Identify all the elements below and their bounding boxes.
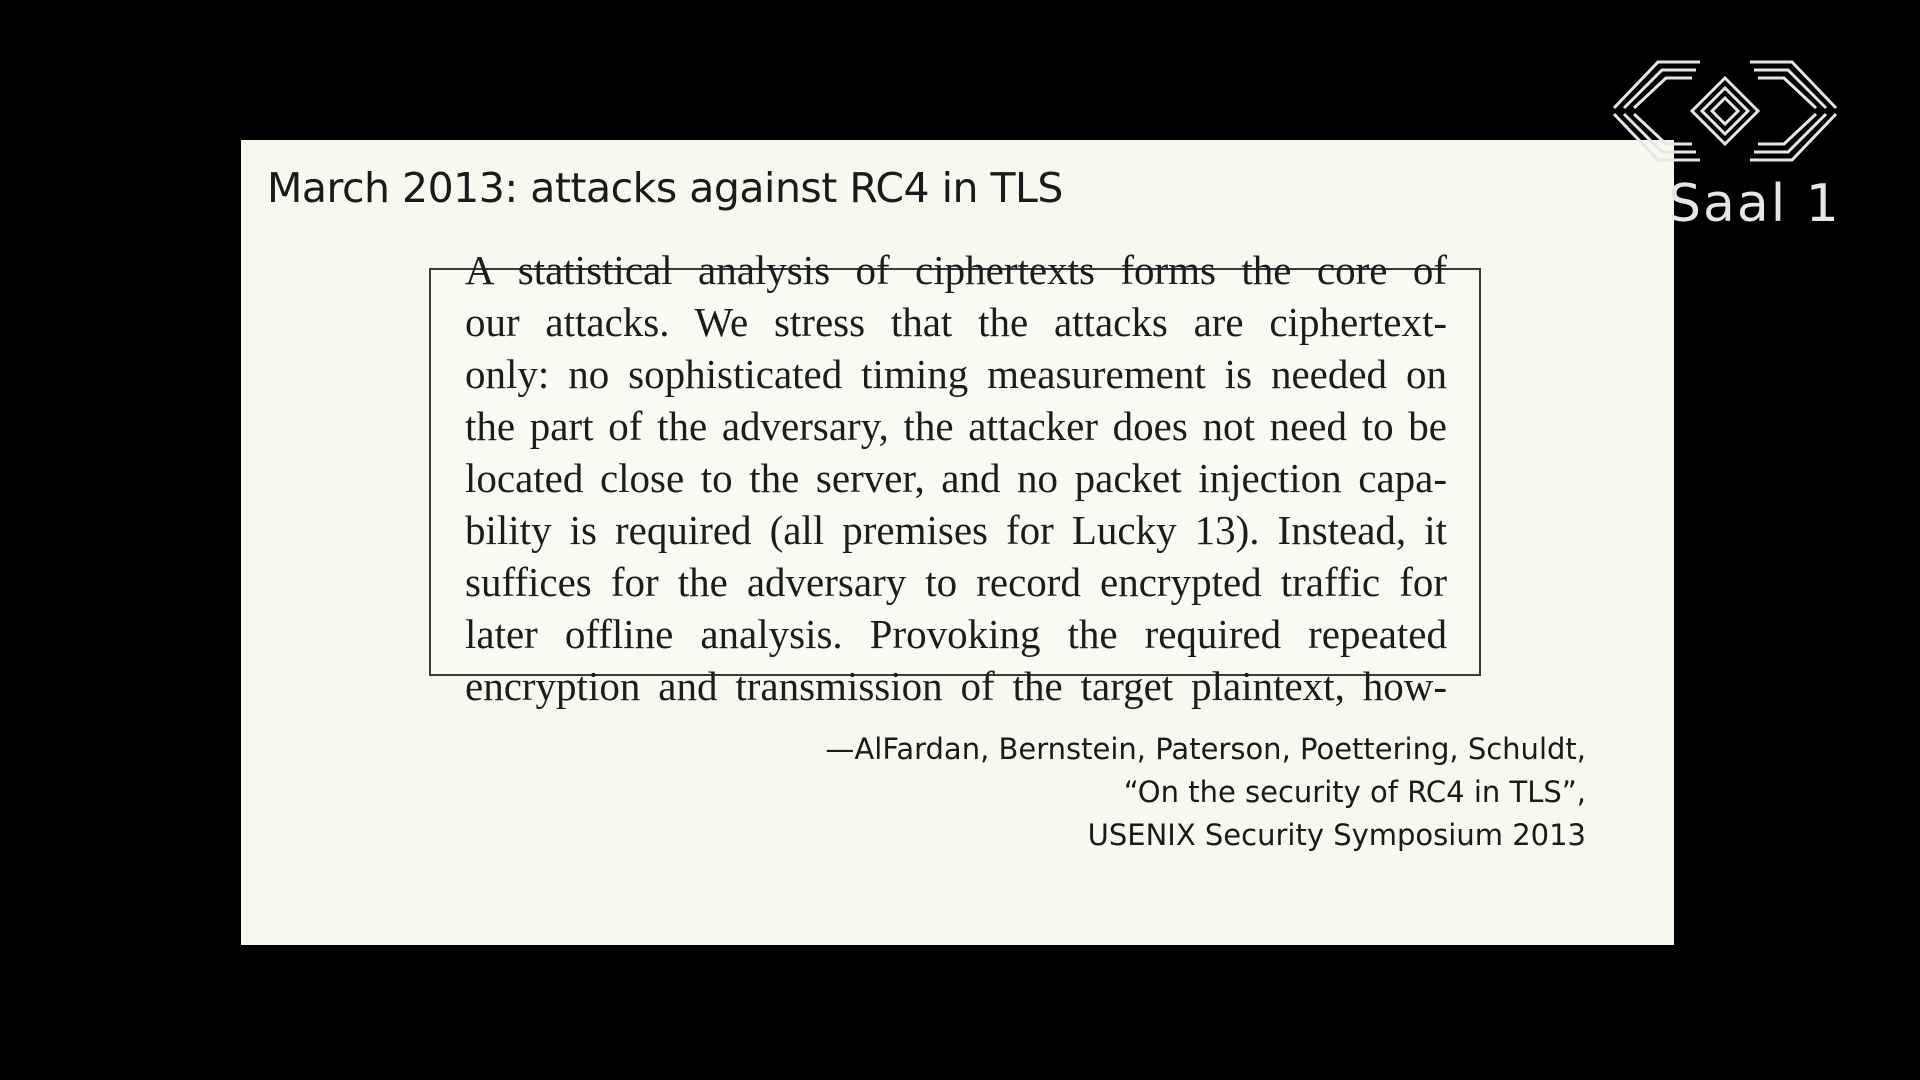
citation-venue: USENIX Security Symposium 2013 [1087, 818, 1586, 852]
slide-title: March 2013: attacks against RC4 in TLS [267, 164, 1063, 212]
citation [825, 728, 1586, 857]
quote-line: the part of the adversary, the attacker does not need to be [465, 403, 1447, 449]
venue-logo [1596, 52, 1854, 232]
quote-line: only: no sophisticated timing measurement is needed on [465, 351, 1447, 397]
venue-logo-icon [1596, 52, 1854, 170]
quote-line: later offline analysis. Provoking the required repeated [465, 611, 1447, 657]
quote-line: suffices for the adversary to record encrypted traffic for [465, 559, 1447, 605]
venue-label: Saal 1 [1668, 174, 1841, 234]
quote-line: located close to the server, and no packet injection capa- [465, 455, 1447, 501]
citation-authors: —AlFardan, Bernstein, Paterson, Poettering, Schuldt, [825, 732, 1586, 766]
quote-line: our attacks. We stress that the attacks are ciphertext- [465, 299, 1447, 345]
quote-text [465, 244, 1447, 712]
quote-line: encryption and transmission of the target plaintext, how- [465, 663, 1447, 709]
citation-title: “On the security of RC4 in TLS”, [1123, 775, 1586, 809]
quote-line: A statistical analysis of ciphertexts forms the core of [465, 247, 1447, 293]
quote-box [429, 247, 1481, 709]
presentation-slide [241, 140, 1674, 945]
quote-line: bility is required (all premises for Lucky 13). Instead, it [465, 507, 1447, 553]
